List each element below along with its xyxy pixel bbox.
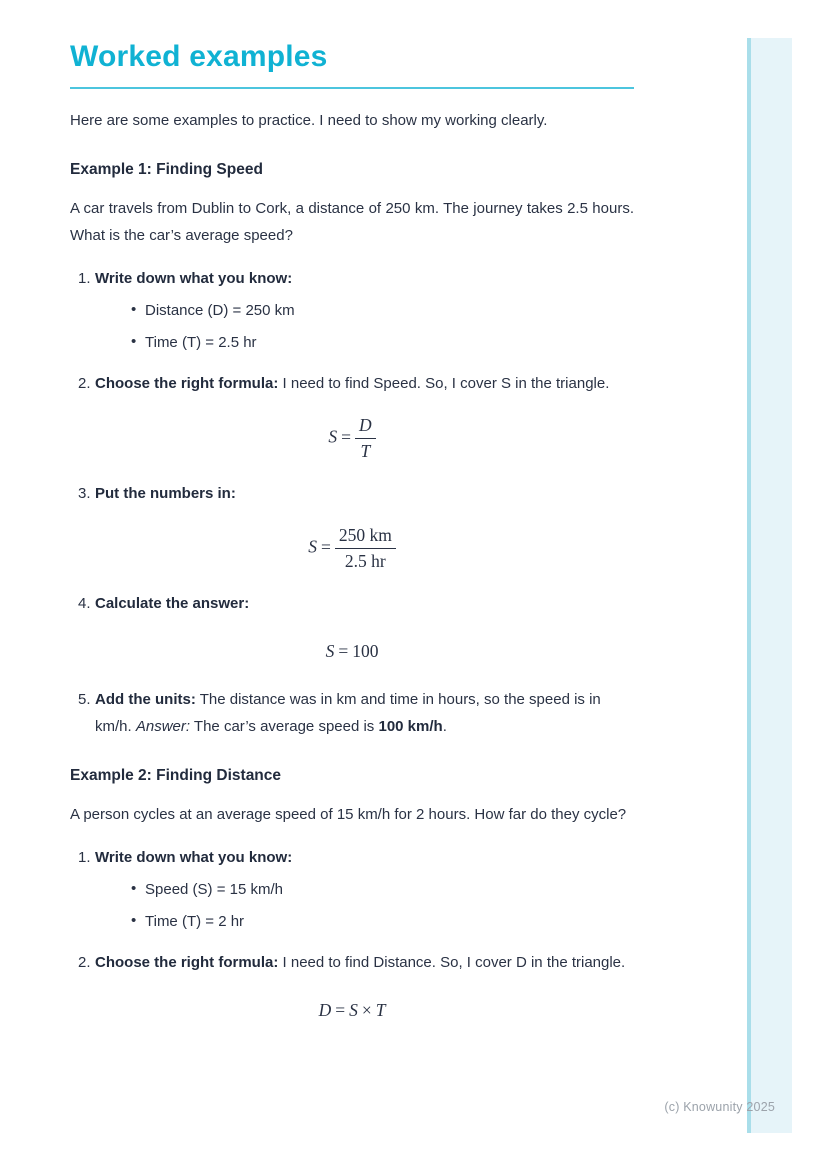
step-number: 3. bbox=[78, 485, 91, 502]
bullet-text: Time (T) = 2.5 hr bbox=[145, 334, 257, 351]
step-item bbox=[70, 686, 634, 740]
math-times-operator: × bbox=[361, 1000, 372, 1020]
step-item bbox=[70, 480, 634, 507]
math-factor1: S bbox=[349, 1000, 358, 1020]
math-equals: = bbox=[335, 1000, 346, 1020]
formula-speed-with-numbers bbox=[70, 525, 634, 572]
list-item bbox=[95, 297, 634, 324]
math-lhs: D bbox=[318, 1000, 332, 1020]
step-number: 5. bbox=[78, 691, 91, 708]
formula-distance-equals-s-times-t bbox=[70, 1000, 634, 1021]
example2-heading: Example 2: Finding Distance bbox=[70, 767, 282, 784]
bullet-icon: • bbox=[131, 333, 137, 350]
step-number: 1. bbox=[78, 849, 91, 866]
copyright-footer: (c) Knowunity 2025 bbox=[664, 1100, 775, 1114]
step-bold-label: Calculate the answer: bbox=[95, 595, 250, 612]
step-bold-label: Choose the right formula: bbox=[95, 954, 279, 971]
math-denominator: 2.5 hr bbox=[344, 551, 386, 571]
answer-value: 100 km/h bbox=[378, 718, 443, 735]
step-bold-label: Choose the right formula: bbox=[95, 375, 279, 392]
step-bold-label: Write down what you know: bbox=[95, 849, 293, 866]
list-item bbox=[95, 876, 634, 903]
bullet-icon: • bbox=[131, 301, 137, 318]
math-lhs: S bbox=[308, 536, 317, 557]
step-item bbox=[70, 265, 634, 356]
example1-steps bbox=[70, 265, 634, 740]
math-numerator: 250 km bbox=[335, 525, 396, 549]
math-fraction bbox=[355, 415, 376, 462]
math-equals: = bbox=[338, 641, 349, 661]
list-item bbox=[95, 908, 634, 935]
page-content bbox=[70, 0, 634, 1045]
bullet-icon: • bbox=[131, 912, 137, 929]
bullet-text: Time (T) = 2 hr bbox=[145, 913, 245, 930]
step-number: 4. bbox=[78, 595, 91, 612]
step-number: 2. bbox=[78, 375, 91, 392]
math-factor2: T bbox=[375, 1000, 386, 1020]
step-bold-label: Write down what you know: bbox=[95, 270, 293, 287]
step-number: 1. bbox=[78, 270, 91, 287]
step-item bbox=[70, 370, 634, 397]
math-denominator: T bbox=[360, 441, 371, 461]
page-edge-highlight-bar bbox=[747, 38, 792, 1133]
step-item bbox=[70, 590, 634, 617]
formula-speed-equals-d-over-t bbox=[70, 415, 634, 462]
math-numerator: D bbox=[355, 415, 376, 439]
step-text: I need to find Speed. So, I cover S in the triangle. bbox=[278, 375, 610, 392]
step-item bbox=[70, 949, 634, 976]
step-item bbox=[70, 844, 634, 935]
step-bold-label: Add the units: bbox=[95, 691, 196, 708]
step-number: 2. bbox=[78, 954, 91, 971]
intro-text: Here are some examples to practice. I need to show my working clearly. bbox=[70, 112, 548, 129]
example2-problem: A person cycles at an average speed of 15 km/h for 2 hours. How far do they cycle? bbox=[70, 806, 627, 823]
example1-heading: Example 1: Finding Speed bbox=[70, 161, 263, 178]
math-lhs: S bbox=[328, 426, 338, 447]
bullet-icon: • bbox=[131, 880, 137, 897]
math-fraction bbox=[335, 525, 396, 572]
example2-steps bbox=[70, 844, 634, 1021]
formula-speed-result bbox=[70, 641, 634, 662]
math-equals: = bbox=[320, 536, 331, 557]
math-lhs: S bbox=[325, 641, 335, 661]
step-bold-label: Put the numbers in: bbox=[95, 485, 236, 502]
step-text: The car’s average speed is bbox=[190, 718, 379, 735]
step-text: The distance was in km and time in hours, so the speed is in km/h. bbox=[95, 691, 601, 735]
math-equals: = bbox=[341, 426, 351, 447]
step-text: I need to find Distance. So, I cover D in the triangle. bbox=[278, 954, 626, 971]
bullet-text: Speed (S) = 15 km/h bbox=[145, 881, 283, 898]
example1-problem: A car travels from Dublin to Cork, a distance of 250 km. The journey takes 2.5 hours. What is the car’s average speed? bbox=[70, 200, 634, 244]
page-title: Worked examples bbox=[70, 40, 328, 73]
bullet-text: Distance (D) = 250 km bbox=[145, 302, 295, 319]
answer-label: Answer: bbox=[135, 718, 191, 735]
step-text: . bbox=[442, 718, 447, 735]
math-rhs: 100 bbox=[352, 641, 379, 661]
list-item bbox=[95, 329, 634, 356]
title-underline bbox=[70, 87, 634, 89]
